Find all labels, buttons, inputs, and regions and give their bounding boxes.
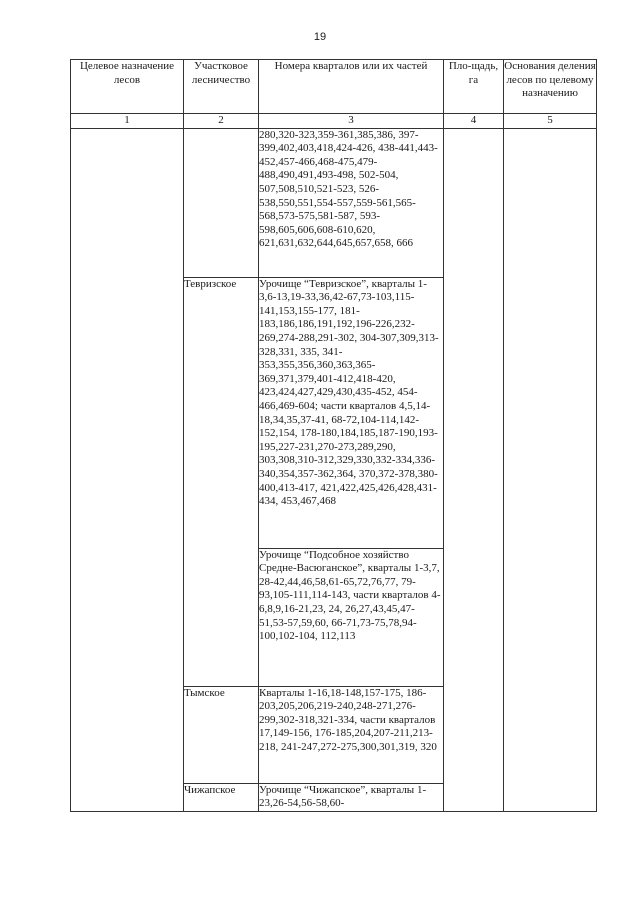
district-cell: Тымское: [184, 686, 259, 783]
column-number-row: [71, 114, 597, 129]
header-purpose: Целевое назначение лесов: [71, 60, 184, 114]
column-number: 4: [444, 114, 504, 129]
page-number: 19: [313, 31, 327, 43]
header-district: Участковое лесничество: [184, 60, 259, 114]
header-area: Пло-щадь, га: [444, 60, 504, 114]
quarters-cell: 280,320-323,359-361,385,386, 397-399,402,403,418,424-426, 438-441,443-452,457-466,468-475,479-488,490,491,493-498, 502-504, 507,508,510,521-523, 526-538,550,551,554-557,559-561,565-568,573-575,581-587, 593-598,605,606,608-610,620, 621,631,632,644,645,657,658, 666: [259, 128, 444, 277]
quarters-cell: Урочище “Подсобное хозяйство Средне-Васюганское”, кварталы 1-3,7, 28-42,44,46,58,61-65,72,76,77, 79-93,105-111,114-143, части кварталов 4-6,8,9,16-21,23, 24, 26,27,43,45,47-51,53-57,59,60, 66-71,73-75,78,94-100,102-104, 112,113: [259, 548, 444, 686]
quarters-cell: Урочище “Тевризское”, кварталы 1-3,6-13,19-33,36,42-67,73-103,115-141,153,155-177, 181-183,186,186,191,192,196-226,232-269,274-288,291-302, 304-307,309,313-328,331, 335, 341-353,355,356,360,363,365-369,371,379,401-412,418-420, 423,424,427,429,430,435-452, 454-466,469-604; части кварталов 4,5,14-18,34,35,37-41, 68-72,104-114,142-152,154, 178-180,184,185,187-190,193-195,227-231,270-273,289,290, 303,308,310-312,329,330,332-334,336-340,354,357-362,364, 370,372-378,380-400,413-417, 421,422,425,426,428,431-434, 453,467,468: [259, 277, 444, 548]
header-basis: Основания деления лесов по целевому назначению: [504, 60, 597, 114]
quarters-cell: Кварталы 1-16,18-148,157-175, 186-203,205,206,219-240,248-271,276-299,302-318,321-334, части кварталов 17,149-156, 176-185,204,207-211,213-218, 241-247,272-275,300,301,319, 320: [259, 686, 444, 783]
district-cell: [184, 128, 259, 277]
header-row: [71, 60, 597, 114]
area-cell: [444, 128, 504, 811]
table-row: [71, 128, 597, 277]
purpose-cell: [71, 128, 184, 811]
district-cell: Тевризское: [184, 277, 259, 686]
column-number: 3: [259, 114, 444, 129]
district-cell: Чижапское: [184, 783, 259, 811]
forest-purpose-table: [70, 59, 597, 812]
basis-cell: [504, 128, 597, 811]
column-number: 1: [71, 114, 184, 129]
header-quarters: Номера кварталов или их частей: [259, 60, 444, 114]
column-number: 5: [504, 114, 597, 129]
column-number: 2: [184, 114, 259, 129]
quarters-cell: Урочище “Чижапское”, кварталы 1-23,26-54,56-58,60-: [259, 783, 444, 811]
